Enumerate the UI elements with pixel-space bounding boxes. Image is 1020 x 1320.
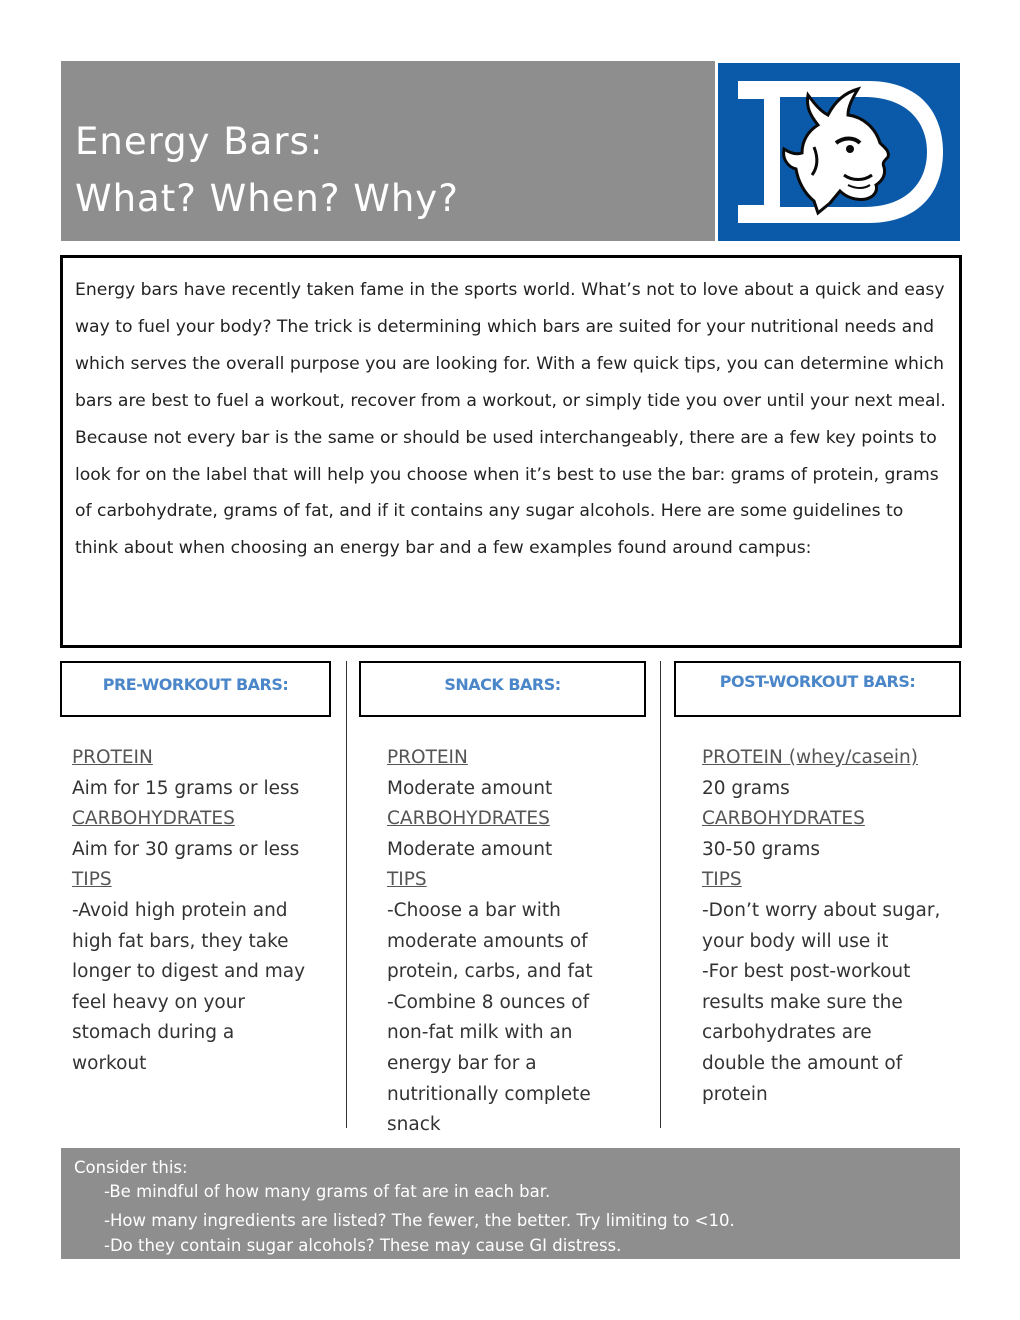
carbohydrates-value: Moderate amount <box>387 838 553 860</box>
tip-line: -Don’t worry about sugar, <box>702 899 941 921</box>
tip-line: energy bar for a <box>387 1052 537 1074</box>
protein-value: Aim for 15 grams or less <box>72 777 300 799</box>
tip-line: non-fat milk with an <box>387 1022 573 1044</box>
snack-title: SNACK BARS: <box>444 675 561 694</box>
page-title <box>75 113 459 227</box>
title-line-1: Energy Bars: <box>75 120 324 163</box>
tips-label: TIPS <box>702 869 742 891</box>
consider-item: -How many ingredients are listed? The fewer, the better. Try limiting to <10. <box>104 1211 735 1230</box>
tip-line: double the amount of <box>702 1052 903 1074</box>
tip-line: longer to digest and may <box>72 961 306 983</box>
post-workout-header <box>674 661 961 717</box>
post-workout-title: POST-WORKOUT BARS: <box>719 672 916 691</box>
consider-panel <box>61 1148 960 1259</box>
tip-line: -For best post-workout <box>702 961 911 983</box>
tip-line: protein, carbs, and fat <box>387 961 593 983</box>
tip-line: -Combine 8 ounces of <box>387 991 590 1013</box>
column-divider-2 <box>660 661 661 1128</box>
snack-header <box>359 661 646 717</box>
pre-workout-header <box>60 661 331 717</box>
carbohydrates-label: CARBOHYDRATES <box>387 808 550 830</box>
protein-label: PROTEIN (whey/casein) <box>702 747 918 768</box>
tip-line: -Avoid high protein and <box>72 899 288 921</box>
carbohydrates-label: CARBOHYDRATES <box>702 808 865 830</box>
snack-column <box>387 743 593 1141</box>
protein-value: Moderate amount <box>387 777 553 799</box>
pre-workout-column <box>72 743 305 1080</box>
carbohydrates-value: 30-50 grams <box>702 838 820 860</box>
column-divider-1 <box>346 661 347 1128</box>
consider-item: -Be mindful of how many grams of fat are in each bar. <box>104 1182 551 1201</box>
intro-paragraph: Energy bars have recently taken fame in the sports world. What’s not to love about a quick and easy way to fuel your body? The trick is determining which bars are suited for your nutritional needs and which serves the overall purpose you are looking for. With a few quick tips, you can determine which bars are best to fuel a workout, recover from a workout, or simply tide you over until your next meal. Because not every bar is the same or should be used interchangeably, there are a few key points to look for on the label that will help you choose when it’s best to use the bar: grams of protein, grams of carbohydrate, grams of fat, and if it contains any sugar alcohols. Here are some guidelines to think about when choosing an energy bar and a few examples found around campus: <box>75 280 946 559</box>
title-banner <box>61 61 715 241</box>
title-line-2: What? When? Why? <box>75 177 459 220</box>
tip-line: nutritionally complete <box>387 1083 591 1105</box>
tip-line: stomach during a <box>72 1022 235 1044</box>
post-workout-column <box>702 743 940 1110</box>
intro-box <box>60 255 962 648</box>
tip-line: protein <box>702 1083 768 1105</box>
tip-line: moderate amounts of <box>387 930 588 952</box>
tip-line: snack <box>387 1114 441 1136</box>
protein-label: PROTEIN <box>387 747 468 768</box>
carbohydrates-label: CARBOHYDRATES <box>72 808 235 830</box>
consider-heading: Consider this: <box>74 1158 188 1177</box>
tip-line: workout <box>72 1052 147 1074</box>
tip-line: feel heavy on your <box>72 991 246 1013</box>
tip-line: carbohydrates are <box>702 1022 872 1044</box>
carbohydrates-value: Aim for 30 grams or less <box>72 838 300 860</box>
tip-line: results make sure the <box>702 991 903 1013</box>
protein-label: PROTEIN <box>72 747 153 768</box>
pre-workout-title: PRE-WORKOUT BARS: <box>102 675 289 694</box>
consider-item: -Do they contain sugar alcohols? These may cause GI distress. <box>104 1236 622 1255</box>
duke-blue-devil-logo-icon <box>718 63 960 241</box>
duke-logo <box>718 63 960 241</box>
tips-label: TIPS <box>387 869 427 891</box>
tip-line: high fat bars, they take <box>72 930 289 952</box>
tips-label: TIPS <box>72 869 112 891</box>
protein-value: 20 grams <box>702 777 790 799</box>
tip-line: -Choose a bar with <box>387 899 561 921</box>
tip-line: your body will use it <box>702 930 889 952</box>
